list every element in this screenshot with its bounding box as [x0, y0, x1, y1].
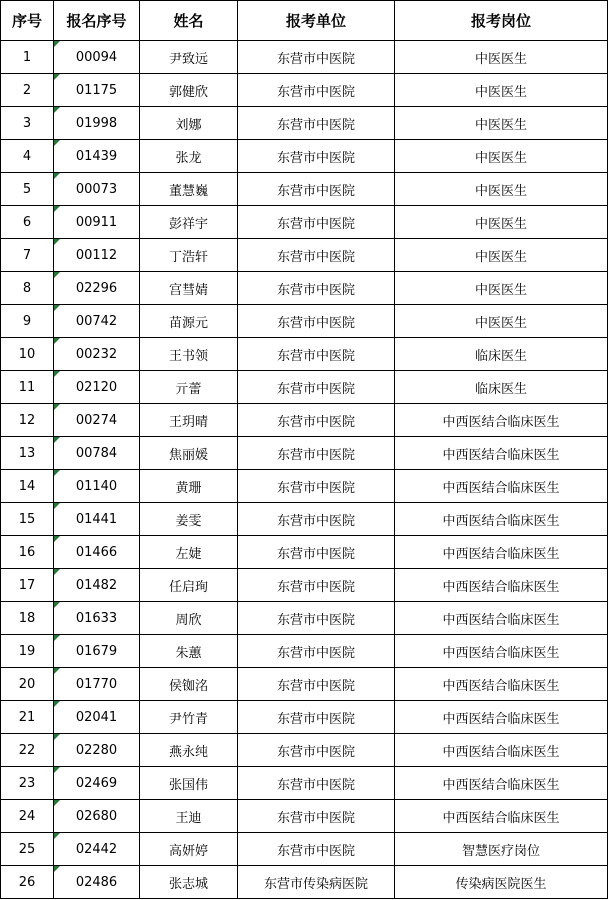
cell-marker-icon — [54, 404, 60, 410]
cell-name: 燕永纯 — [140, 734, 238, 767]
cell-unit: 东营市中医院 — [238, 371, 395, 404]
cell-name: 侯铷洺 — [140, 668, 238, 701]
cell-unit: 东营市中医院 — [238, 239, 395, 272]
table-row — [1, 371, 608, 404]
table-row — [1, 272, 608, 305]
cell-reg-code-text: 01679 — [75, 643, 118, 659]
cell-post: 中医医生 — [395, 173, 608, 206]
cell-reg-code — [54, 206, 140, 239]
table-row — [1, 140, 608, 173]
cell-unit: 东营市中医院 — [238, 173, 395, 206]
cell-reg-code-text: 02442 — [75, 841, 118, 857]
cell-seq: 19 — [1, 635, 54, 668]
cell-name: 王玥晴 — [140, 404, 238, 437]
table-row — [1, 602, 608, 635]
cell-post: 中西医结合临床医生 — [395, 701, 608, 734]
cell-reg-code — [54, 734, 140, 767]
cell-seq: 4 — [1, 140, 54, 173]
cell-seq: 20 — [1, 668, 54, 701]
cell-unit: 东营市中医院 — [238, 74, 395, 107]
cell-seq: 22 — [1, 734, 54, 767]
cell-seq: 3 — [1, 107, 54, 140]
table-row — [1, 701, 608, 734]
cell-unit: 东营市中医院 — [238, 272, 395, 305]
cell-seq: 7 — [1, 239, 54, 272]
cell-reg-code — [54, 866, 140, 899]
cell-marker-icon — [54, 833, 60, 839]
table-row — [1, 536, 608, 569]
cell-marker-icon — [54, 470, 60, 476]
cell-reg-code — [54, 371, 140, 404]
cell-post: 中西医结合临床医生 — [395, 767, 608, 800]
cell-post: 中西医结合临床医生 — [395, 437, 608, 470]
cell-seq: 23 — [1, 767, 54, 800]
cell-marker-icon — [54, 800, 60, 806]
cell-marker-icon — [54, 371, 60, 377]
cell-marker-icon — [54, 338, 60, 344]
cell-reg-code-text: 00911 — [75, 214, 118, 230]
cell-unit: 东营市中医院 — [238, 635, 395, 668]
cell-seq: 8 — [1, 272, 54, 305]
cell-name: 尹竹青 — [140, 701, 238, 734]
cell-reg-code-text: 01441 — [75, 511, 118, 527]
table-row — [1, 668, 608, 701]
cell-unit: 东营市中医院 — [238, 569, 395, 602]
cell-post: 中西医结合临床医生 — [395, 404, 608, 437]
cell-seq: 6 — [1, 206, 54, 239]
cell-unit: 东营市中医院 — [238, 767, 395, 800]
cell-unit: 东营市中医院 — [238, 503, 395, 536]
cell-name: 王迪 — [140, 800, 238, 833]
cell-post: 中医医生 — [395, 206, 608, 239]
cell-post: 中西医结合临床医生 — [395, 602, 608, 635]
header-name: 姓名 — [140, 1, 238, 41]
cell-post: 传染病医院医生 — [395, 866, 608, 899]
cell-reg-code-text: 02280 — [75, 742, 118, 758]
cell-post: 中西医结合临床医生 — [395, 470, 608, 503]
cell-unit: 东营市传染病医院 — [238, 866, 395, 899]
cell-seq: 16 — [1, 536, 54, 569]
cell-unit: 东营市中医院 — [238, 734, 395, 767]
cell-marker-icon — [54, 239, 60, 245]
cell-unit: 东营市中医院 — [238, 470, 395, 503]
cell-reg-code — [54, 305, 140, 338]
cell-name: 苗源元 — [140, 305, 238, 338]
cell-reg-code-text: 01466 — [75, 544, 118, 560]
table-row — [1, 239, 608, 272]
cell-name: 任启珣 — [140, 569, 238, 602]
cell-seq: 21 — [1, 701, 54, 734]
cell-name: 黄珊 — [140, 470, 238, 503]
cell-seq: 13 — [1, 437, 54, 470]
cell-reg-code-text: 01770 — [75, 676, 118, 692]
cell-marker-icon — [54, 668, 60, 674]
cell-name: 丁浩轩 — [140, 239, 238, 272]
cell-unit: 东营市中医院 — [238, 338, 395, 371]
cell-reg-code — [54, 503, 140, 536]
cell-post: 中西医结合临床医生 — [395, 734, 608, 767]
cell-unit: 东营市中医院 — [238, 206, 395, 239]
table-row — [1, 734, 608, 767]
cell-post: 中医医生 — [395, 305, 608, 338]
header-row — [1, 1, 608, 41]
cell-post: 中西医结合临床医生 — [395, 635, 608, 668]
table-row — [1, 635, 608, 668]
cell-marker-icon — [54, 272, 60, 278]
table-row — [1, 800, 608, 833]
cell-reg-code — [54, 437, 140, 470]
cell-reg-code-text: 00232 — [75, 346, 118, 362]
cell-post: 中医医生 — [395, 239, 608, 272]
cell-reg-code-text: 00112 — [75, 247, 118, 263]
cell-marker-icon — [54, 74, 60, 80]
cell-marker-icon — [54, 536, 60, 542]
cell-seq: 9 — [1, 305, 54, 338]
cell-reg-code-text: 02296 — [75, 280, 118, 296]
cell-reg-code — [54, 338, 140, 371]
cell-post: 中医医生 — [395, 140, 608, 173]
cell-reg-code — [54, 173, 140, 206]
table-row — [1, 173, 608, 206]
cell-reg-code — [54, 536, 140, 569]
cell-marker-icon — [54, 635, 60, 641]
table-row — [1, 767, 608, 800]
table-row — [1, 437, 608, 470]
cell-seq: 25 — [1, 833, 54, 866]
cell-seq: 10 — [1, 338, 54, 371]
cell-unit: 东营市中医院 — [238, 602, 395, 635]
cell-reg-code — [54, 272, 140, 305]
cell-reg-code — [54, 668, 140, 701]
cell-reg-code-text: 02469 — [75, 775, 118, 791]
cell-seq: 26 — [1, 866, 54, 899]
cell-marker-icon — [54, 701, 60, 707]
cell-post: 中西医结合临床医生 — [395, 668, 608, 701]
cell-post: 中西医结合临床医生 — [395, 503, 608, 536]
cell-seq: 17 — [1, 569, 54, 602]
header-post: 报考岗位 — [395, 1, 608, 41]
cell-seq: 15 — [1, 503, 54, 536]
cell-name: 张志城 — [140, 866, 238, 899]
cell-post: 中医医生 — [395, 74, 608, 107]
cell-post: 中医医生 — [395, 272, 608, 305]
cell-reg-code-text: 01140 — [75, 478, 118, 494]
cell-marker-icon — [54, 569, 60, 575]
cell-unit: 东营市中医院 — [238, 536, 395, 569]
cell-marker-icon — [54, 734, 60, 740]
cell-reg-code — [54, 602, 140, 635]
cell-name: 王书领 — [140, 338, 238, 371]
cell-marker-icon — [54, 41, 60, 47]
cell-name: 尹致远 — [140, 41, 238, 74]
cell-name: 彭祥宇 — [140, 206, 238, 239]
cell-post: 临床医生 — [395, 371, 608, 404]
cell-unit: 东营市中医院 — [238, 41, 395, 74]
cell-marker-icon — [54, 305, 60, 311]
cell-post: 临床医生 — [395, 338, 608, 371]
cell-seq: 18 — [1, 602, 54, 635]
table-row — [1, 503, 608, 536]
cell-marker-icon — [54, 107, 60, 113]
cell-reg-code — [54, 833, 140, 866]
cell-unit: 东营市中医院 — [238, 800, 395, 833]
cell-reg-code-text: 01482 — [75, 577, 118, 593]
cell-reg-code-text: 01998 — [75, 115, 118, 131]
cell-unit: 东营市中医院 — [238, 833, 395, 866]
table-row — [1, 833, 608, 866]
cell-unit: 东营市中医院 — [238, 404, 395, 437]
table-row — [1, 41, 608, 74]
cell-name: 郭健欣 — [140, 74, 238, 107]
cell-seq: 14 — [1, 470, 54, 503]
table-row — [1, 470, 608, 503]
cell-name: 高妍婷 — [140, 833, 238, 866]
cell-reg-code-text: 02120 — [75, 379, 118, 395]
cell-reg-code-text: 02486 — [75, 874, 118, 890]
cell-name: 张龙 — [140, 140, 238, 173]
cell-marker-icon — [54, 503, 60, 509]
cell-unit: 东营市中医院 — [238, 437, 395, 470]
cell-reg-code — [54, 41, 140, 74]
cell-marker-icon — [54, 866, 60, 872]
cell-reg-code-text: 00073 — [75, 181, 118, 197]
cell-seq: 1 — [1, 41, 54, 74]
cell-seq: 24 — [1, 800, 54, 833]
table-row — [1, 206, 608, 239]
cell-name: 张国伟 — [140, 767, 238, 800]
cell-reg-code — [54, 404, 140, 437]
roster-body — [1, 41, 608, 899]
cell-reg-code-text: 00784 — [75, 445, 118, 461]
cell-seq: 2 — [1, 74, 54, 107]
cell-post: 中西医结合临床医生 — [395, 536, 608, 569]
cell-unit: 东营市中医院 — [238, 701, 395, 734]
cell-reg-code-text: 02041 — [75, 709, 118, 725]
cell-name: 宫彗婧 — [140, 272, 238, 305]
cell-name: 左婕 — [140, 536, 238, 569]
header-seq: 序号 — [1, 1, 54, 41]
cell-unit: 东营市中医院 — [238, 140, 395, 173]
cell-post: 中西医结合临床医生 — [395, 800, 608, 833]
cell-name: 姜雯 — [140, 503, 238, 536]
cell-reg-code — [54, 107, 140, 140]
cell-post: 中西医结合临床医生 — [395, 569, 608, 602]
cell-reg-code — [54, 800, 140, 833]
cell-marker-icon — [54, 206, 60, 212]
cell-name: 亓蕾 — [140, 371, 238, 404]
cell-marker-icon — [54, 767, 60, 773]
cell-post: 中医医生 — [395, 107, 608, 140]
cell-reg-code — [54, 767, 140, 800]
table-row — [1, 107, 608, 140]
table-row — [1, 338, 608, 371]
header-reg-code: 报名序号 — [54, 1, 140, 41]
cell-reg-code — [54, 569, 140, 602]
cell-unit: 东营市中医院 — [238, 668, 395, 701]
cell-seq: 11 — [1, 371, 54, 404]
cell-name: 周欣 — [140, 602, 238, 635]
cell-reg-code — [54, 140, 140, 173]
cell-post: 中医医生 — [395, 41, 608, 74]
cell-marker-icon — [54, 437, 60, 443]
cell-reg-code-text: 00742 — [75, 313, 118, 329]
cell-name: 焦丽媛 — [140, 437, 238, 470]
cell-marker-icon — [54, 173, 60, 179]
cell-post: 智慧医疗岗位 — [395, 833, 608, 866]
table-row — [1, 569, 608, 602]
cell-marker-icon — [54, 602, 60, 608]
cell-reg-code-text: 01175 — [75, 82, 118, 98]
table-row — [1, 305, 608, 338]
cell-reg-code-text: 01633 — [75, 610, 118, 626]
cell-name: 刘娜 — [140, 107, 238, 140]
table-row — [1, 404, 608, 437]
table-row — [1, 866, 608, 899]
cell-seq: 5 — [1, 173, 54, 206]
cell-unit: 东营市中医院 — [238, 305, 395, 338]
cell-name: 朱蕙 — [140, 635, 238, 668]
cell-reg-code — [54, 470, 140, 503]
table-row — [1, 74, 608, 107]
cell-reg-code-text: 01439 — [75, 148, 118, 164]
cell-seq: 12 — [1, 404, 54, 437]
cell-reg-code-text: 00274 — [75, 412, 118, 428]
header-unit: 报考单位 — [238, 1, 395, 41]
cell-reg-code — [54, 701, 140, 734]
cell-marker-icon — [54, 140, 60, 146]
cell-reg-code — [54, 239, 140, 272]
cell-reg-code-text: 00094 — [75, 49, 118, 65]
cell-unit: 东营市中医院 — [238, 107, 395, 140]
cell-reg-code — [54, 74, 140, 107]
cell-name: 董慧巍 — [140, 173, 238, 206]
cell-reg-code — [54, 635, 140, 668]
cell-reg-code-text: 02680 — [75, 808, 118, 824]
